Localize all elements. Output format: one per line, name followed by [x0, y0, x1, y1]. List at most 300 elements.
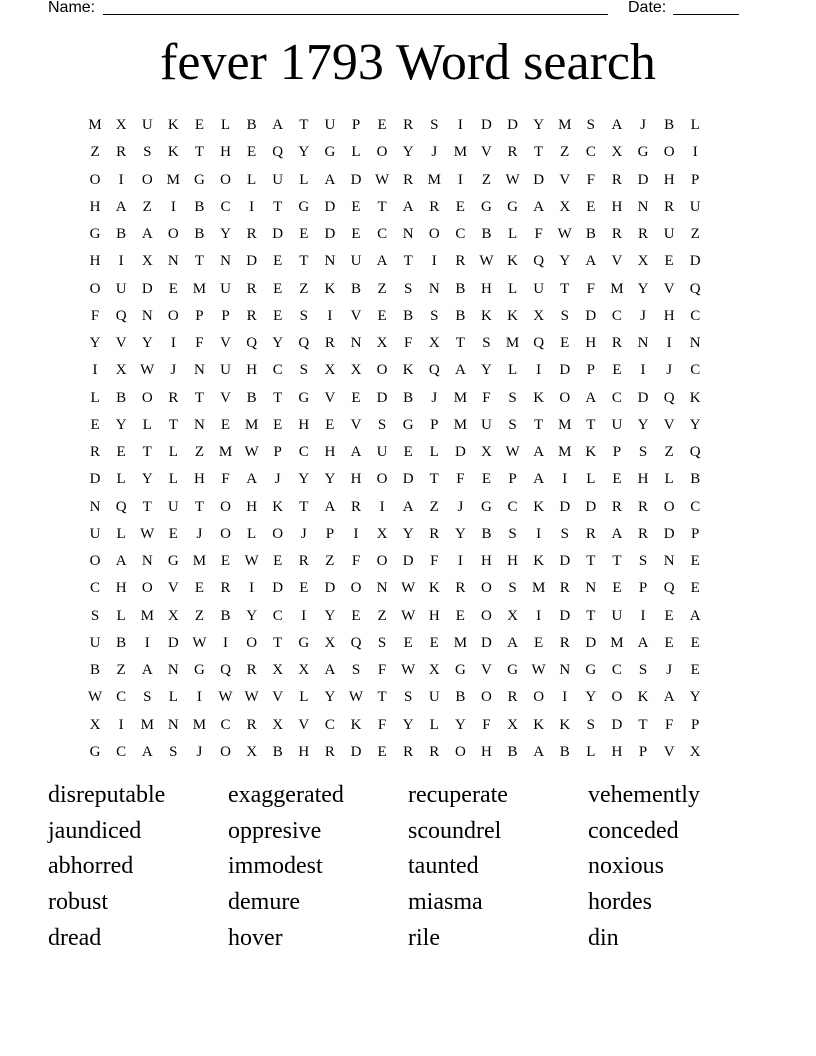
grid-letter: U [220, 362, 231, 379]
grid-letter: I [170, 198, 176, 215]
grid-letter: X [507, 607, 518, 624]
grid-letter: E [664, 253, 674, 270]
grid-letter: A [533, 471, 545, 488]
grid-letter: G [324, 144, 336, 161]
grid-letter: L [299, 689, 309, 706]
grid-letter: N [637, 335, 649, 352]
grid-letter: Q [428, 362, 440, 379]
grid-letter: N [637, 198, 649, 215]
grid-letter: Y [298, 144, 310, 161]
grid-letter: V [481, 662, 492, 679]
grid-letter: L [507, 226, 518, 243]
grid-letter: F [195, 335, 204, 352]
grid-letter: Q [663, 580, 675, 597]
grid-letter: L [690, 117, 700, 134]
worksheet-header [48, 0, 768, 18]
grid-letter: V [350, 307, 362, 324]
grid-letter: S [377, 634, 387, 651]
grid-letter: W [348, 689, 364, 706]
grid-letter: Y [402, 525, 414, 542]
grid-letter: R [298, 553, 309, 570]
grid-letter: N [194, 416, 205, 433]
grid-letter: E [273, 553, 283, 570]
grid-letter: Y [298, 471, 310, 488]
grid-letter: E [690, 580, 700, 597]
grid-letter: B [350, 280, 361, 297]
grid-letter: K [272, 498, 284, 515]
grid-letter: I [92, 362, 98, 379]
word-list-item: demure [228, 889, 300, 916]
page-title: fever 1793 Word search [160, 34, 656, 91]
grid-letter: C [298, 444, 309, 461]
grid-letter: S [586, 716, 595, 733]
grid-letter: Z [560, 144, 570, 161]
grid-letter: D [611, 716, 623, 733]
grid-letter: S [143, 689, 152, 706]
grid-letter: E [299, 580, 309, 597]
grid-letter: J [431, 144, 438, 161]
grid-letter: I [457, 117, 463, 134]
grid-letter: Q [689, 280, 701, 297]
grid-letter: B [246, 389, 257, 406]
grid-letter: N [559, 662, 571, 679]
grid-letter: W [374, 171, 390, 188]
grid-letter: P [430, 416, 439, 433]
grid-letter: N [167, 716, 179, 733]
grid-letter: B [455, 689, 466, 706]
grid-letter: E [325, 416, 335, 433]
grid-letter: B [664, 117, 675, 134]
grid-letter: Q [533, 335, 545, 352]
grid-letter: W [244, 689, 259, 706]
grid-letter: P [508, 471, 517, 488]
grid-letter: E [351, 226, 361, 243]
grid-letter: C [116, 743, 127, 760]
grid-letter: C [507, 498, 518, 515]
grid-letter: Z [194, 444, 204, 461]
grid-letter: J [170, 362, 177, 379]
grid-letter: S [508, 580, 517, 597]
grid-letter: S [299, 307, 308, 324]
grid-row [82, 139, 732, 166]
grid-letter: H [350, 471, 362, 488]
grid-letter: X [533, 307, 545, 324]
word-list-row [48, 920, 768, 956]
grid-letter: S [404, 689, 413, 706]
grid-letter: B [481, 525, 492, 542]
grid-letter: I [223, 634, 229, 651]
grid-letter: O [376, 144, 388, 161]
grid-letter: I [640, 607, 646, 624]
grid-letter: K [167, 144, 179, 161]
grid-letter: U [428, 689, 440, 706]
grid-letter: A [246, 471, 258, 488]
grid-letter: D [402, 471, 414, 488]
grid-letter: W [218, 689, 233, 706]
grid-letter: Y [402, 144, 414, 161]
grid-letter: N [141, 307, 153, 324]
grid-row [82, 221, 732, 248]
grid-letter: Q [350, 634, 362, 651]
grid-letter: I [562, 689, 568, 706]
grid-letter: P [612, 444, 622, 461]
grid-letter: G [585, 662, 597, 679]
grid-letter: R [403, 117, 414, 134]
grid-letter: K [324, 280, 336, 297]
grid-row [82, 684, 732, 711]
grid-letter: K [533, 716, 545, 733]
grid-letter: P [195, 307, 204, 324]
grid-letter: Y [585, 689, 597, 706]
grid-letter: I [431, 253, 437, 270]
grid-letter: H [220, 144, 231, 161]
grid-letter: L [168, 689, 178, 706]
grid-letter: Z [481, 171, 492, 188]
grid-letter: B [194, 226, 205, 243]
grid-letter: G [194, 662, 205, 679]
grid-letter: R [507, 144, 518, 161]
grid-letter: V [350, 416, 362, 433]
grid-letter: N [220, 253, 231, 270]
grid-letter: W [192, 634, 207, 651]
grid-letter: I [118, 253, 124, 270]
grid-letter: Q [272, 144, 284, 161]
grid-letter: M [558, 117, 572, 134]
grid-letter: C [116, 689, 127, 706]
grid-letter: E [351, 198, 361, 215]
grid-letter: A [585, 253, 597, 270]
grid-letter: I [144, 634, 150, 651]
word-list-item: miasma [408, 889, 483, 916]
grid-letter: X [428, 335, 440, 352]
grid-letter: W [505, 171, 520, 188]
grid-letter: D [559, 362, 571, 379]
grid-letter: D [141, 280, 153, 297]
grid-letter: D [559, 498, 571, 515]
grid-letter: I [301, 607, 307, 624]
grid-letter: O [481, 607, 492, 624]
grid-letter: R [638, 498, 649, 515]
grid-letter: T [194, 253, 204, 270]
grid-letter: O [272, 525, 284, 542]
grid-letter: R [246, 307, 257, 324]
grid-row [82, 112, 732, 139]
grid-letter: E [612, 580, 622, 597]
grid-letter: H [481, 553, 492, 570]
grid-letter: X [637, 253, 649, 270]
name-label: Name: [48, 0, 96, 16]
grid-letter: P [638, 743, 648, 760]
grid-letter: I [170, 335, 176, 352]
grid-letter: T [586, 416, 596, 433]
grid-letter: T [534, 416, 544, 433]
grid-letter: O [89, 553, 101, 570]
grid-letter: M [166, 171, 180, 188]
grid-letter: D [585, 634, 597, 651]
grid-letter: U [324, 117, 336, 134]
grid-letter: U [376, 444, 388, 461]
grid-letter: T [377, 198, 387, 215]
grid-letter: S [404, 280, 413, 297]
grid-letter: Q [533, 253, 545, 270]
grid-letter: D [167, 634, 179, 651]
grid-letter: Z [377, 607, 387, 624]
grid-letter: T [194, 389, 204, 406]
grid-letter: D [585, 498, 597, 515]
grid-letter: H [507, 553, 518, 570]
grid-letter: O [89, 280, 101, 297]
grid-row [82, 603, 732, 630]
grid-letter: Y [689, 416, 701, 433]
grid-letter: Q [115, 307, 127, 324]
grid-letter: A [115, 198, 127, 215]
grid-letter: U [350, 253, 362, 270]
word-list-row [48, 849, 768, 885]
grid-letter: O [663, 498, 675, 515]
grid-letter: B [116, 226, 127, 243]
grid-letter: X [89, 716, 101, 733]
grid-letter: P [691, 171, 700, 188]
word-list-item: recuperate [408, 782, 508, 809]
grid-letter: U [481, 416, 492, 433]
grid-letter: C [455, 226, 466, 243]
grid-letter: V [663, 743, 675, 760]
grid-letter: H [611, 743, 623, 760]
grid-letter: T [299, 117, 309, 134]
grid-letter: E [534, 634, 544, 651]
grid-letter: T [377, 689, 387, 706]
grid-letter: N [141, 553, 153, 570]
grid-letter: S [586, 117, 595, 134]
grid-letter: D [324, 580, 336, 597]
grid-letter: D [454, 444, 466, 461]
grid-letter: D [637, 389, 649, 406]
grid-letter: R [246, 280, 257, 297]
grid-letter: T [612, 553, 622, 570]
grid-letter: T [273, 634, 283, 651]
grid-letter: S [143, 144, 152, 161]
grid-letter: R [246, 716, 257, 733]
word-list-item: taunted [408, 853, 479, 880]
grid-letter: T [142, 498, 152, 515]
grid-letter: I [353, 525, 359, 542]
grid-letter: K [350, 716, 362, 733]
grid-letter: Z [142, 198, 152, 215]
grid-letter: A [350, 444, 362, 461]
grid-letter: N [167, 253, 179, 270]
word-list-item: oppresive [228, 817, 322, 844]
grid-letter: V [663, 416, 675, 433]
grid-letter: A [611, 117, 623, 134]
grid-letter: B [272, 743, 283, 760]
grid-letter: O [376, 471, 388, 488]
grid-letter: N [376, 580, 388, 597]
grid-letter: F [430, 553, 439, 570]
grid-letter: H [246, 498, 258, 515]
grid-letter: G [481, 198, 492, 215]
word-list-item: abhorred [48, 853, 134, 880]
grid-letter: G [167, 553, 179, 570]
grid-letter: N [585, 580, 597, 597]
grid-letter: K [559, 716, 571, 733]
grid-letter: I [249, 580, 255, 597]
grid-letter: D [559, 607, 571, 624]
grid-letter: V [115, 335, 127, 352]
grid-letter: F [377, 716, 387, 733]
grid-letter: M [140, 607, 154, 624]
grid-letter: N [402, 226, 414, 243]
grid-letter: Y [89, 335, 101, 352]
grid-letter: E [90, 416, 100, 433]
grid-letter: X [507, 716, 518, 733]
grid-letter: B [116, 634, 127, 651]
grid-letter: W [140, 362, 155, 379]
grid-letter: O [220, 525, 231, 542]
grid-row [82, 412, 732, 439]
grid-letter: H [663, 171, 675, 188]
grid-letter: R [168, 389, 179, 406]
grid-letter: X [689, 743, 701, 760]
word-list-item: hover [228, 924, 283, 951]
grid-letter: G [507, 662, 518, 679]
grid-letter: O [376, 362, 388, 379]
grid-letter: R [350, 498, 361, 515]
grid-letter: A [689, 607, 701, 624]
grid-letter: E [273, 253, 283, 270]
grid-letter: V [611, 253, 623, 270]
grid-letter: E [168, 525, 178, 542]
grid-row [82, 439, 732, 466]
word-list-item: jaundiced [48, 817, 142, 844]
grid-letter: L [429, 716, 439, 733]
grid-letter: K [533, 498, 545, 515]
grid-letter: T [142, 444, 152, 461]
grid-letter: D [689, 253, 701, 270]
grid-letter: Q [663, 389, 675, 406]
grid-letter: Z [664, 444, 674, 461]
grid-letter: A [141, 743, 153, 760]
grid-letter: W [531, 662, 546, 679]
grid-letter: E [273, 307, 283, 324]
grid-letter: M [558, 444, 572, 461]
grid-letter: M [453, 389, 468, 406]
grid-letter: D [324, 198, 336, 215]
grid-letter: I [536, 525, 542, 542]
grid-letter: Z [690, 226, 700, 243]
grid-letter: J [666, 362, 673, 379]
grid-letter: W [505, 444, 520, 461]
grid-row [82, 303, 732, 330]
grid-letter: Z [429, 498, 439, 515]
grid-letter: E [273, 416, 283, 433]
grid-letter: H [194, 471, 205, 488]
grid-letter: K [402, 362, 414, 379]
word-list-item: exaggerated [228, 782, 344, 809]
grid-letter: P [325, 525, 335, 542]
grid-letter: L [247, 171, 257, 188]
grid-letter: D [533, 171, 545, 188]
grid-letter: N [167, 662, 179, 679]
grid-letter: S [90, 607, 100, 624]
grid-letter: F [404, 335, 413, 352]
grid-letter: R [559, 580, 570, 597]
grid-letter: U [272, 171, 284, 188]
grid-letter: X [559, 198, 571, 215]
grid-letter: Y [533, 117, 545, 134]
grid-letter: M [453, 144, 468, 161]
grid-letter: S [638, 444, 648, 461]
grid-letter: P [638, 580, 648, 597]
grid-letter: B [403, 307, 414, 324]
grid-letter: C [220, 198, 231, 215]
grid-letter: T [560, 280, 570, 297]
grid-letter: X [298, 662, 310, 679]
grid-letter: R [116, 144, 127, 161]
grid-letter: B [246, 117, 257, 134]
grid-letter: E [403, 634, 413, 651]
grid-letter: C [324, 716, 335, 733]
grid-letter: B [690, 471, 701, 488]
grid-letter: I [379, 498, 385, 515]
grid-letter: O [141, 171, 153, 188]
word-list-item: hordes [588, 889, 652, 916]
grid-letter: V [220, 389, 231, 406]
grid-letter: M [218, 444, 233, 461]
grid-letter: A [141, 662, 153, 679]
grid-letter: G [298, 389, 310, 406]
grid-letter: F [586, 280, 595, 297]
grid-letter: F [377, 662, 387, 679]
grid-letter: F [534, 226, 543, 243]
grid-letter: R [507, 689, 518, 706]
grid-letter: L [168, 471, 178, 488]
grid-letter: R [429, 198, 440, 215]
grid-letter: O [167, 226, 179, 243]
grid-letter: D [89, 471, 101, 488]
grid-letter: E [299, 226, 309, 243]
grid-letter: R [246, 226, 257, 243]
grid-letter: B [194, 198, 205, 215]
grid-letter: D [585, 307, 597, 324]
grid-letter: A [324, 662, 336, 679]
grid-letter: D [350, 171, 362, 188]
grid-letter: T [455, 335, 465, 352]
grid-letter: B [559, 743, 570, 760]
grid-letter: R [611, 335, 622, 352]
word-list [48, 778, 768, 956]
grid-row [82, 466, 732, 493]
grid-letter: F [351, 553, 361, 570]
grid-letter: Y [324, 689, 336, 706]
grid-letter: Q [298, 335, 310, 352]
grid-letter: D [350, 743, 362, 760]
grid-letter: H [663, 307, 675, 324]
grid-letter: J [666, 662, 673, 679]
grid-row [82, 712, 732, 739]
word-list-item: scoundrel [408, 817, 502, 844]
grid-letter: W [244, 553, 259, 570]
grid-letter: S [508, 525, 517, 542]
grid-letter: M [610, 280, 624, 297]
grid-letter: J [640, 307, 646, 324]
grid-letter: D [507, 117, 518, 134]
grid-letter: N [194, 362, 205, 379]
grid-letter: O [663, 144, 675, 161]
grid-letter: V [324, 389, 336, 406]
grid-letter: H [115, 580, 127, 597]
grid-letter: K [585, 444, 597, 461]
grid-letter: B [481, 226, 492, 243]
